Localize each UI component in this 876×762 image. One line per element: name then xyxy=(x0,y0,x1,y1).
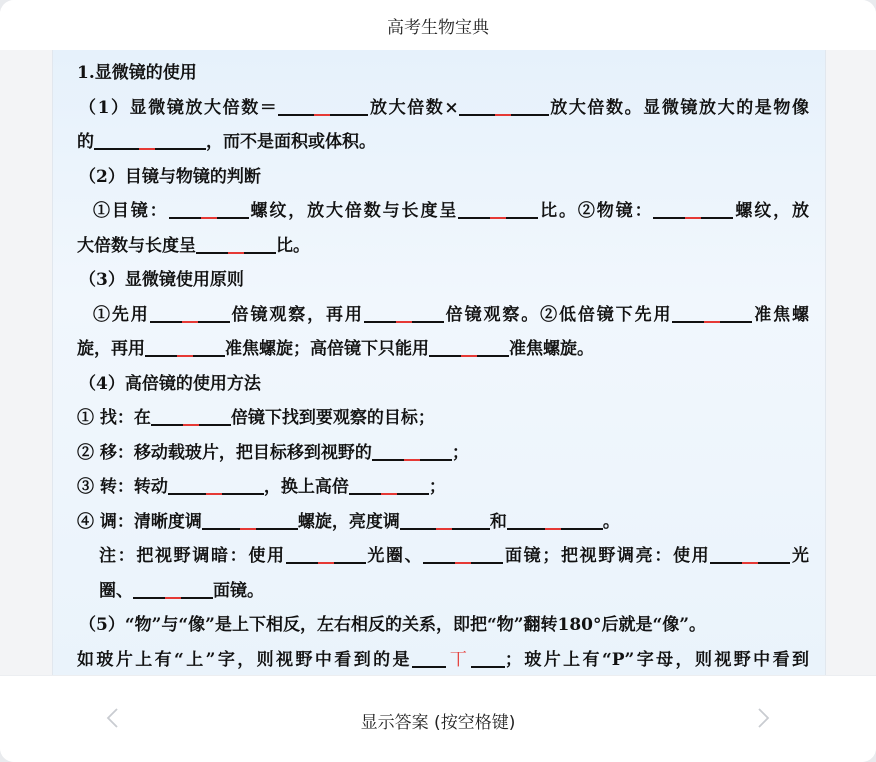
text-line: 旋，再用 准焦螺旋；高倍镜下只能用 准焦螺旋。 xyxy=(77,339,594,359)
subsection-title: （2）目镜与物镜的判断 xyxy=(79,166,261,187)
blank-field[interactable] xyxy=(196,235,276,254)
text-line: ①目镜： 螺纹，放大倍数与长度呈 比。②物镜： 螺纹，放 xyxy=(93,201,810,221)
blank-field[interactable] xyxy=(150,304,230,323)
content-area[interactable] xyxy=(0,50,876,675)
text-line: 注：把视野调暗：使用 光圈、 面镜；把视野调亮：使用 光 xyxy=(99,546,810,566)
blank-field[interactable] xyxy=(202,511,298,530)
section-heading: 1.显微镜的使用 xyxy=(77,63,197,83)
blank-field[interactable] xyxy=(364,304,444,323)
show-answer-button[interactable]: 显示答案 (按空格键) xyxy=(360,712,516,733)
blank-field[interactable] xyxy=(412,649,446,668)
blank-field[interactable] xyxy=(507,511,603,530)
blank-field[interactable] xyxy=(400,511,490,530)
flashcard xyxy=(52,50,826,675)
blank-field[interactable] xyxy=(429,338,509,357)
subsection-title: （3）显微镜使用原则 xyxy=(79,270,244,290)
page-title: 高考生物宝典 xyxy=(387,17,489,38)
text-line: 圈、 面镜。 xyxy=(99,580,264,601)
text-line: 的 ，而不是面积或体积。 xyxy=(77,132,376,152)
blank-field[interactable] xyxy=(372,442,452,461)
text-line: （5）“物”与“像”是上下相反，左右相反的关系，即把“物”翻转180°后就是“像”。 xyxy=(79,615,707,635)
text-line: ①先用 倍镜观察，再用 倍镜观察。②低倍镜下先用 准焦螺 xyxy=(93,304,810,325)
revealed-answer: 丅 xyxy=(449,649,467,670)
blank-field[interactable] xyxy=(286,545,366,564)
text-line: 大倍数与长度呈 比。 xyxy=(77,235,310,256)
blank-field[interactable] xyxy=(151,407,231,426)
footer-bar xyxy=(0,675,876,762)
blank-field[interactable] xyxy=(423,545,503,564)
text-line: 如玻片上有“上”字，则视野中看到的是 丅 ；玻片上有“P”字母，则视野中看到 xyxy=(77,643,809,676)
blank-field[interactable] xyxy=(471,649,505,668)
blank-field[interactable] xyxy=(145,338,225,357)
subsection-title: （4）高倍镜的使用方法 xyxy=(79,373,261,394)
title-bar xyxy=(0,0,876,50)
blank-field[interactable] xyxy=(459,97,549,116)
blank-field[interactable] xyxy=(278,97,368,116)
chevron-left-icon xyxy=(105,707,119,729)
blank-field[interactable] xyxy=(169,200,249,219)
next-button[interactable] xyxy=(744,698,784,738)
blank-field[interactable] xyxy=(94,131,206,150)
blank-field[interactable] xyxy=(653,200,733,219)
text-line: ④ 调：清晰度调 螺旋，亮度调 和 。 xyxy=(77,511,620,532)
text-line: ① 找：在 倍镜下找到要观察的目标； xyxy=(77,408,435,428)
blank-field[interactable] xyxy=(349,476,429,495)
blank-field[interactable] xyxy=(672,304,752,323)
text-line: ③ 转：转动 ，换上高倍 ； xyxy=(77,477,446,497)
previous-button[interactable] xyxy=(92,698,132,738)
text-line: ② 移：移动载玻片，把目标移到视野的 ； xyxy=(77,442,469,463)
blank-field[interactable] xyxy=(168,476,264,495)
document-text xyxy=(77,50,809,675)
blank-field[interactable] xyxy=(133,580,213,599)
blank-field[interactable] xyxy=(710,545,790,564)
text-line: （1）显微镜放大倍数＝ 放大倍数× 放大倍数。显微镜放大的是物像 xyxy=(79,97,809,118)
chevron-right-icon xyxy=(757,707,771,729)
blank-field[interactable] xyxy=(458,200,538,219)
